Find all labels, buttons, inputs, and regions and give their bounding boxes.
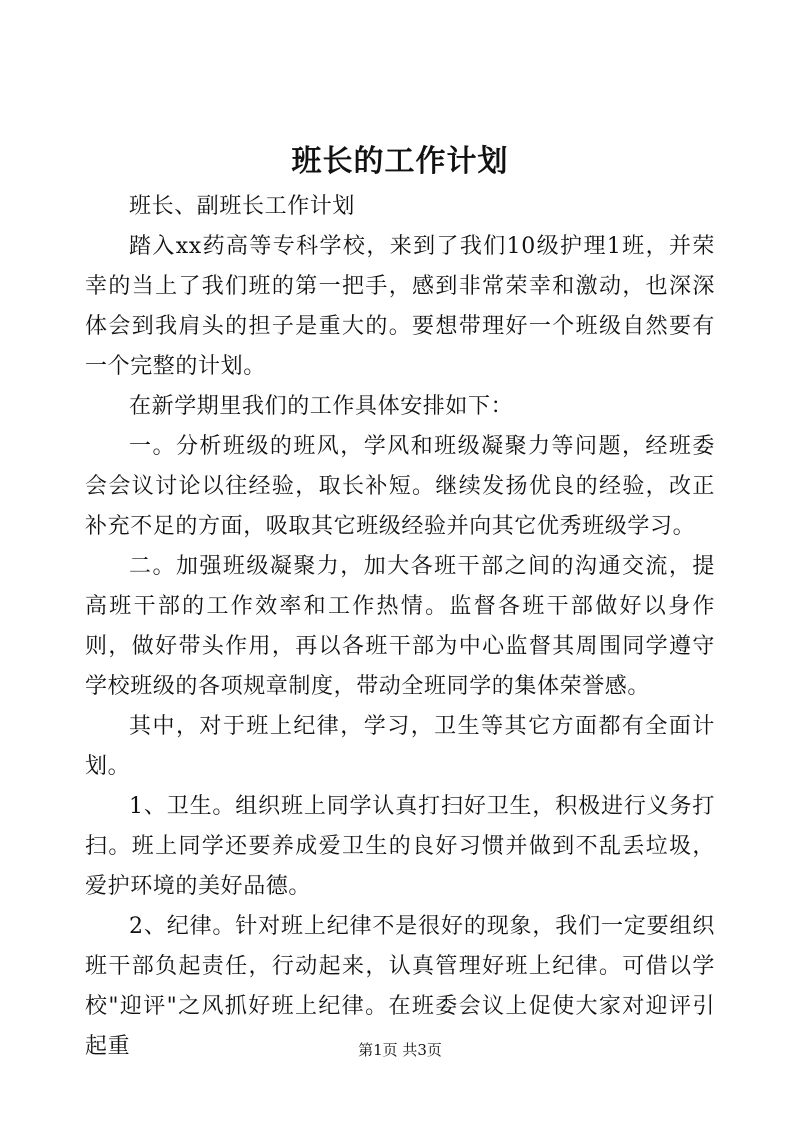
paragraph-item-two: 二。加强班级凝聚力，加大各班干部之间的沟通交流，提高班干部的工作效率和工作热情。监督各班干部做好以身作则，做好带头作用，再以各班干部为中心监督其周围同学遵守学校班级的各项规章制度，带动全班同学的集体荣誉感。 [85, 554, 715, 699]
paragraph-overview: 其中，对于班上纪律，学习，卫生等其它方面都有全面计划。 [85, 714, 715, 779]
document-body [85, 187, 715, 1067]
paragraph-item-one: 一。分析班级的班风，学风和班级凝聚力等问题，经班委会会议讨论以往经验，取长补短。继续发扬优良的经验，改正补充不足的方面，吸取其它班级经验并向其它优秀班级学习。 [85, 434, 715, 539]
paragraph-discipline: 2、纪律。针对班上纪律不是很好的现象，我们一定要组织班干部负起责任，行动起来，认真管理好班上纪律。可借以学校"迎评"之风抓好班上纪律。在班委会议上促使大家对迎评引起重 [85, 914, 715, 1059]
page-number-footer: 第1页 共3页 [358, 1041, 442, 1059]
paragraph-intro: 踏入xx药高等专科学校，来到了我们10级护理1班，并荣幸的当上了我们班的第一把手，感到非常荣幸和激动，也深深体会到我肩头的担子是重大的。要想带理好一个班级自然要有一个完整的计划。 [85, 234, 715, 379]
document-title: 班长的工作计划 [291, 144, 509, 179]
paragraph-hygiene: 1、卫生。组织班上同学认真打扫好卫生，积极进行义务打扫。班上同学还要养成爱卫生的良好习惯并做到不乱丢垃圾，爱护环境的美好品德。 [85, 794, 715, 899]
paragraph-arrangement: 在新学期里我们的工作具体安排如下： [129, 394, 514, 419]
paragraph-subtitle: 班长、副班长工作计划 [129, 194, 356, 219]
